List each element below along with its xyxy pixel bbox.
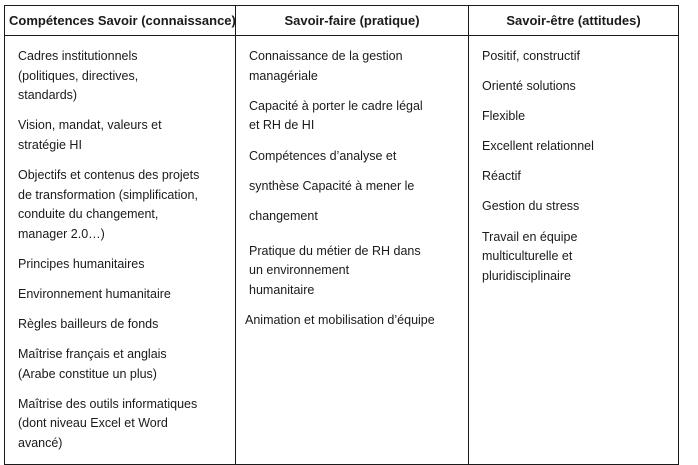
savoir-etre-item: Positif, constructif [482,49,580,63]
competences-table [4,5,679,465]
content-row [5,36,679,465]
savoir-faire-item: Capacité à porter le cadre légal et RH de HI [249,98,423,133]
header-savoir: Compétences Savoir (connaissance) [5,6,236,36]
savoir-item: Vision, mandat, valeurs et stratégie HI [18,118,162,152]
savoir-item: Maîtrise français et anglais (Arabe constitue un plus) [18,347,167,381]
savoir-item: Principes humanitaires [18,256,145,271]
savoir-etre-item: Gestion du stress [482,199,580,214]
savoir-item: Cadres institutionnels (politiques, directives, standards) [18,49,139,103]
header-savoir-etre: Savoir-être (attitudes) [469,6,679,36]
savoir-faire-cell [236,36,469,465]
savoir-faire-item: Pratique du métier de RH dans un environnement humanitaire [249,243,421,298]
savoir-item: Maîtrise des outils informatiques (dont niveau Excel et Word avancé) [18,396,198,450]
savoir-etre-item: Réactif [482,169,521,184]
savoir-cell [5,36,236,465]
header-row [5,6,679,36]
savoir-item: Règles bailleurs de fonds [18,317,159,332]
savoir-etre-cell [469,36,679,465]
savoir-item: Environnement humanitaire [18,286,171,301]
savoir-faire-item: Animation et mobilisation d’équipe [245,313,435,328]
savoir-etre-item: Travail en équipe multiculturelle et pluridisciplinaire [482,229,578,283]
header-savoir-faire: Savoir-faire (pratique) [236,6,469,36]
savoir-etre-item: Flexible [482,109,526,124]
savoir-faire-item: Compétences d’analyse et synthèse Capacité à mener le changement [249,149,415,224]
savoir-item: Objectifs et contenus des projets de transformation (simplification, conduite du changement, manager 2.0…) [18,167,200,241]
savoir-etre-item: Excellent relationnel [482,139,594,154]
savoir-faire-item: Connaissance de la gestion managériale [249,49,403,83]
savoir-etre-item: Orienté solutions [482,79,576,94]
